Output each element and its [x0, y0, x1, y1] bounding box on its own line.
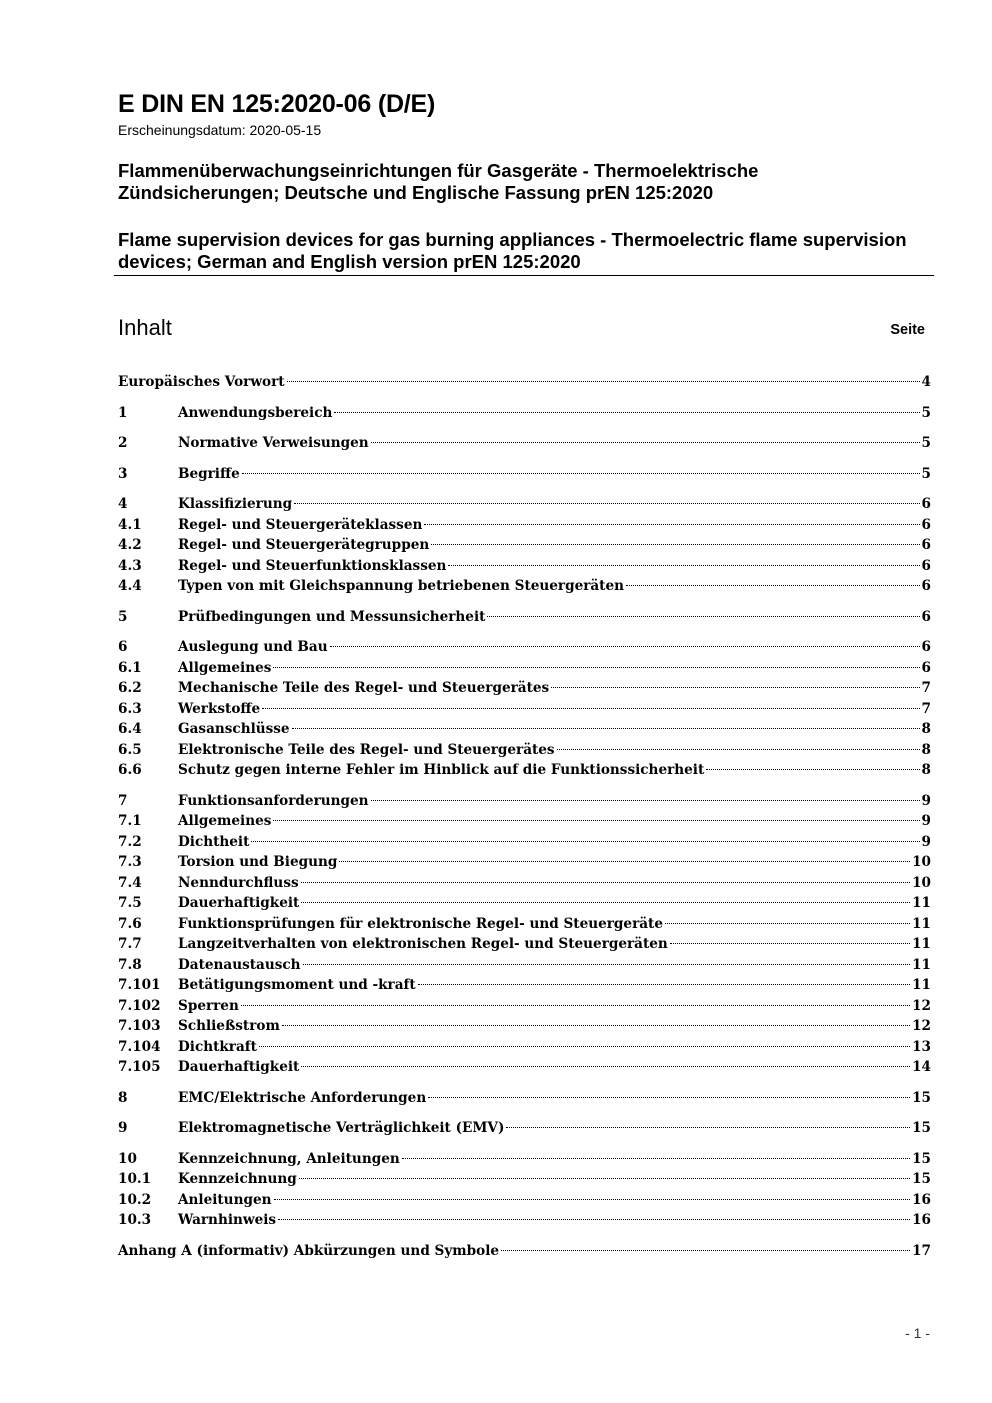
toc-entry[interactable]	[118, 852, 931, 873]
toc-dot-leader	[294, 502, 919, 504]
toc-entry-page: 11	[912, 956, 931, 973]
toc-entry-title: Nenndurchfluss	[178, 874, 299, 891]
toc-entry[interactable]	[118, 893, 931, 914]
toc-entry-page: 16	[912, 1191, 931, 1208]
toc-entry-page: 11	[912, 895, 931, 911]
toc-entry-title: Regel- und Steuerfunktionsklassen	[178, 557, 447, 574]
toc-entry-number: 10.1	[118, 1171, 152, 1187]
toc-entry[interactable]	[118, 760, 931, 781]
toc-entry-number: 7	[118, 792, 128, 809]
toc-dot-leader	[259, 1045, 910, 1047]
toc-dot-leader	[626, 584, 920, 586]
toc-dot-leader	[251, 840, 919, 842]
toc-dot-leader	[402, 1157, 910, 1159]
toc-entry-number: 4.2	[118, 537, 142, 553]
toc-entry-page: 7	[921, 700, 931, 717]
toc-dot-leader	[431, 543, 919, 545]
toc-entry-page: 11	[912, 977, 931, 993]
toc-entry[interactable]	[118, 403, 931, 424]
toc-entry-title: EMC/Elektrische Anforderungen	[178, 1089, 427, 1106]
toc-entry[interactable]	[118, 515, 931, 536]
toc-entry-page: 16	[912, 1212, 931, 1228]
toc-dot-leader	[303, 963, 911, 965]
toc-dot-leader	[339, 860, 910, 862]
toc-entry-title: Typen von mit Gleichspannung betriebenen Steuergeräten	[178, 578, 624, 594]
toc-entry[interactable]	[118, 535, 931, 556]
header-divider	[114, 275, 934, 276]
toc-entry[interactable]	[118, 1190, 931, 1211]
toc-entry-title: Schließstrom	[178, 1018, 280, 1034]
toc-entry-title: Regel- und Steuergeräteklassen	[178, 516, 423, 533]
toc-entry-title: Elektronische Teile des Regel- und Steuergerätes	[178, 741, 555, 758]
toc-entry-number: 7.3	[118, 854, 142, 870]
toc-entry-title: Datenaustausch	[178, 956, 301, 973]
toc-entry[interactable]	[118, 975, 931, 996]
toc-page-column-label: Seite	[890, 322, 925, 338]
toc-entry-title: Allgemeines	[178, 813, 272, 829]
toc-entry-title: Betätigungsmoment und -kraft	[178, 977, 416, 993]
toc-entry[interactable]	[118, 1149, 931, 1170]
toc-entry-title: Dauerhaftigkeit	[178, 1059, 300, 1075]
toc-entry[interactable]	[118, 658, 931, 679]
toc-entry-number: 9	[118, 1120, 128, 1136]
toc-entry-title: Funktionsanforderungen	[178, 792, 369, 809]
toc-entry-number: 7.1	[118, 813, 142, 829]
toc-entry[interactable]	[118, 832, 931, 853]
toc-entry-number: 6	[118, 639, 128, 655]
toc-entry-page: 6	[921, 557, 931, 574]
toc-entry-number: 10	[118, 1150, 137, 1167]
toc-dot-leader	[670, 942, 910, 944]
toc-dot-leader	[418, 983, 910, 985]
toc-entry-page: 17	[912, 1242, 931, 1259]
toc-entry-number: 5	[118, 608, 128, 625]
toc-dot-leader	[706, 768, 919, 770]
toc-entry-number: 7.104	[118, 1038, 161, 1055]
toc-entry-title: Klassifizierung	[178, 496, 293, 512]
toc-dot-leader	[299, 1177, 910, 1179]
toc-entry-page: 6	[921, 537, 931, 553]
toc-entry[interactable]	[118, 1057, 931, 1078]
toc-entry-page: 5	[921, 435, 931, 451]
toc-entry-title: Begriffe	[178, 465, 240, 482]
toc-entry-page: 15	[912, 1089, 931, 1106]
toc-entry[interactable]	[118, 1169, 931, 1190]
toc-dot-leader	[506, 1126, 910, 1128]
toc-entry[interactable]	[118, 1037, 931, 1058]
title-german: Flammenüberwachungseinrichtungen für Gasgeräte - Thermoelektrische Zündsicherungen; Deutsche und Englische Fassung prEN 125:2020	[118, 160, 759, 203]
toc-entry-page: 10	[912, 854, 931, 870]
toc-dot-leader	[487, 615, 919, 617]
toc-entry-title: Prüfbedingungen und Messunsicherheit	[178, 608, 486, 625]
toc-entry-page: 5	[921, 465, 931, 482]
toc-dot-leader	[301, 881, 910, 883]
toc-entry-page: 5	[921, 404, 931, 421]
toc-entry[interactable]	[118, 607, 931, 628]
toc-entry[interactable]	[118, 699, 931, 720]
toc-entry-page: 6	[921, 639, 931, 655]
toc-entry-title: Mechanische Teile des Regel- und Steuergerätes	[178, 680, 550, 696]
toc-entry-number: 4	[118, 496, 128, 512]
release-date: Erscheinungsdatum: 2020-05-15	[118, 122, 322, 138]
toc-dot-leader	[241, 1004, 910, 1006]
toc-entry-number: 4.3	[118, 557, 142, 574]
toc-entry-title: Kennzeichnung	[178, 1171, 297, 1187]
toc-dot-leader	[448, 564, 919, 566]
toc-entry-number: 10.2	[118, 1191, 152, 1208]
toc-entry-title: Anleitungen	[178, 1191, 272, 1208]
toc-entry-number: 4.1	[118, 516, 142, 533]
toc-entry[interactable]	[118, 791, 931, 812]
toc-entry[interactable]	[118, 576, 931, 597]
toc-entry-number: 7.102	[118, 997, 161, 1014]
toc-entry-page: 11	[912, 936, 931, 952]
toc-dot-leader	[424, 523, 919, 525]
toc-dot-leader	[301, 901, 910, 903]
toc-entry-number: 3	[118, 465, 128, 482]
toc-dot-leader	[278, 1218, 910, 1220]
toc-entry-page: 9	[921, 833, 931, 850]
toc-entry[interactable]	[118, 678, 931, 699]
toc-dot-leader	[501, 1249, 910, 1251]
toc-dot-leader	[242, 472, 920, 474]
toc-entry[interactable]	[118, 914, 931, 935]
toc-entry-page: 4	[921, 374, 931, 390]
toc-heading: Inhalt	[118, 315, 172, 340]
toc-entry-page: 9	[921, 813, 931, 829]
table-of-contents	[118, 372, 931, 1261]
toc-entry-title: Allgemeines	[178, 659, 272, 676]
toc-dot-leader	[273, 819, 919, 821]
toc-entry-page: 10	[912, 874, 931, 891]
toc-entry[interactable]	[118, 494, 931, 515]
toc-entry-number: 7.5	[118, 895, 142, 911]
toc-entry[interactable]	[118, 996, 931, 1017]
toc-entry-title: Schutz gegen interne Fehler im Hinblick auf die Funktionssicherheit	[178, 762, 705, 778]
toc-entry-number: 6.3	[118, 700, 142, 717]
toc-dot-leader	[334, 411, 919, 413]
page-number: - 1 -	[905, 1325, 930, 1341]
toc-entry-number: 7.4	[118, 874, 142, 891]
toc-entry-number: 7.105	[118, 1059, 161, 1075]
toc-entry-title: Warnhinweis	[178, 1212, 277, 1228]
toc-dot-leader	[557, 748, 920, 750]
toc-entry-title: Anwendungsbereich	[178, 404, 333, 421]
toc-entry-title: Funktionsprüfungen für elektronische Regel- und Steuergeräte	[178, 915, 663, 932]
toc-dot-leader	[262, 707, 919, 709]
toc-entry-page: 6	[921, 578, 931, 594]
toc-entry-title: Dichtkraft	[178, 1038, 257, 1055]
toc-entry-number: 8	[118, 1089, 128, 1106]
toc-entry-number: 7.7	[118, 936, 142, 952]
toc-entry-number: 7.6	[118, 915, 142, 932]
document-id: E DIN EN 125:2020-06 (D/E)	[118, 90, 436, 118]
toc-entry-page: 6	[921, 608, 931, 625]
toc-entry-title: Europäisches Vorwort	[118, 374, 285, 390]
toc-entry[interactable]	[118, 1210, 931, 1231]
toc-entry[interactable]	[118, 372, 931, 393]
toc-entry-title: Langzeitverhalten von elektronischen Regel- und Steuergeräten	[178, 936, 668, 952]
toc-entry-page: 6	[921, 496, 931, 512]
toc-entry-title: Dichtheit	[178, 833, 250, 850]
toc-entry-number: 7.8	[118, 956, 142, 973]
toc-entry[interactable]	[118, 719, 931, 740]
toc-entry-page: 8	[921, 762, 931, 778]
toc-entry-page: 11	[912, 915, 931, 932]
toc-entry[interactable]	[118, 811, 931, 832]
toc-entry-page: 14	[912, 1059, 931, 1075]
toc-dot-leader	[274, 1198, 911, 1200]
toc-entry-page: 15	[912, 1150, 931, 1167]
toc-entry-title: Anhang A (informativ) Abkürzungen und Symbole	[118, 1242, 500, 1259]
toc-entry-page: 9	[921, 792, 931, 809]
toc-entry-title: Kennzeichnung, Anleitungen	[178, 1150, 400, 1167]
toc-entry-title: Elektromagnetische Verträglichkeit (EMV)	[178, 1120, 505, 1136]
toc-entry[interactable]	[118, 637, 931, 658]
toc-entry-title: Regel- und Steuergerätegruppen	[178, 537, 430, 553]
toc-entry-title: Dauerhaftigkeit	[178, 895, 300, 911]
toc-entry-number: 4.4	[118, 578, 142, 594]
toc-dot-leader	[330, 645, 920, 647]
toc-entry[interactable]	[118, 955, 931, 976]
toc-entry-number: 6.2	[118, 680, 142, 696]
toc-entry-title: Auslegung und Bau	[178, 639, 328, 655]
toc-entry-page: 8	[921, 741, 931, 758]
toc-entry-number: 6.4	[118, 721, 142, 737]
toc-entry-number: 2	[118, 435, 128, 451]
toc-entry-number: 6.6	[118, 762, 142, 778]
toc-entry-number: 7.2	[118, 833, 142, 850]
toc-entry-title: Gasanschlüsse	[178, 721, 290, 737]
toc-entry[interactable]	[118, 464, 931, 485]
toc-entry-page: 13	[912, 1038, 931, 1055]
toc-entry-title: Sperren	[178, 997, 239, 1014]
toc-entry-title: Normative Verweisungen	[178, 435, 369, 451]
title-english: Flame supervision devices for gas burning appliances - Thermoelectric flame supervision devices; German and English version prEN 125:2020	[118, 229, 907, 272]
toc-entry[interactable]	[118, 1241, 931, 1262]
toc-entry[interactable]	[118, 556, 931, 577]
toc-entry[interactable]	[118, 740, 931, 761]
toc-entry[interactable]	[118, 1118, 931, 1139]
toc-entry-number: 7.103	[118, 1018, 161, 1034]
toc-dot-leader	[428, 1096, 910, 1098]
toc-entry-title: Torsion und Biegung	[178, 854, 338, 870]
toc-dot-leader	[292, 727, 920, 729]
toc-entry-page: 15	[912, 1120, 931, 1136]
toc-entry-page: 12	[912, 1018, 931, 1034]
toc-dot-leader	[371, 799, 920, 801]
toc-entry[interactable]	[118, 934, 931, 955]
toc-entry-number: 7.101	[118, 977, 161, 993]
toc-entry-number: 10.3	[118, 1212, 152, 1228]
toc-entry-page: 7	[921, 680, 931, 696]
toc-dot-leader	[273, 666, 919, 668]
toc-dot-leader	[665, 922, 910, 924]
toc-entry[interactable]	[118, 1016, 931, 1037]
toc-entry-number: 1	[118, 404, 128, 421]
toc-entry-page: 12	[912, 997, 931, 1014]
toc-entry-number: 6.1	[118, 659, 142, 676]
toc-entry-title: Werkstoffe	[178, 700, 261, 717]
toc-entry-page: 15	[912, 1171, 931, 1187]
toc-dot-leader	[551, 686, 919, 688]
toc-dot-leader	[371, 441, 920, 443]
toc-dot-leader	[287, 380, 920, 382]
toc-entry[interactable]	[118, 1088, 931, 1109]
toc-entry-number: 6.5	[118, 741, 142, 758]
toc-entry-page: 6	[921, 516, 931, 533]
toc-dot-leader	[301, 1065, 910, 1067]
toc-entry-page: 6	[921, 659, 931, 676]
toc-dot-leader	[282, 1024, 910, 1026]
toc-entry[interactable]	[118, 433, 931, 454]
toc-entry-page: 8	[921, 721, 931, 737]
toc-entry[interactable]	[118, 873, 931, 894]
